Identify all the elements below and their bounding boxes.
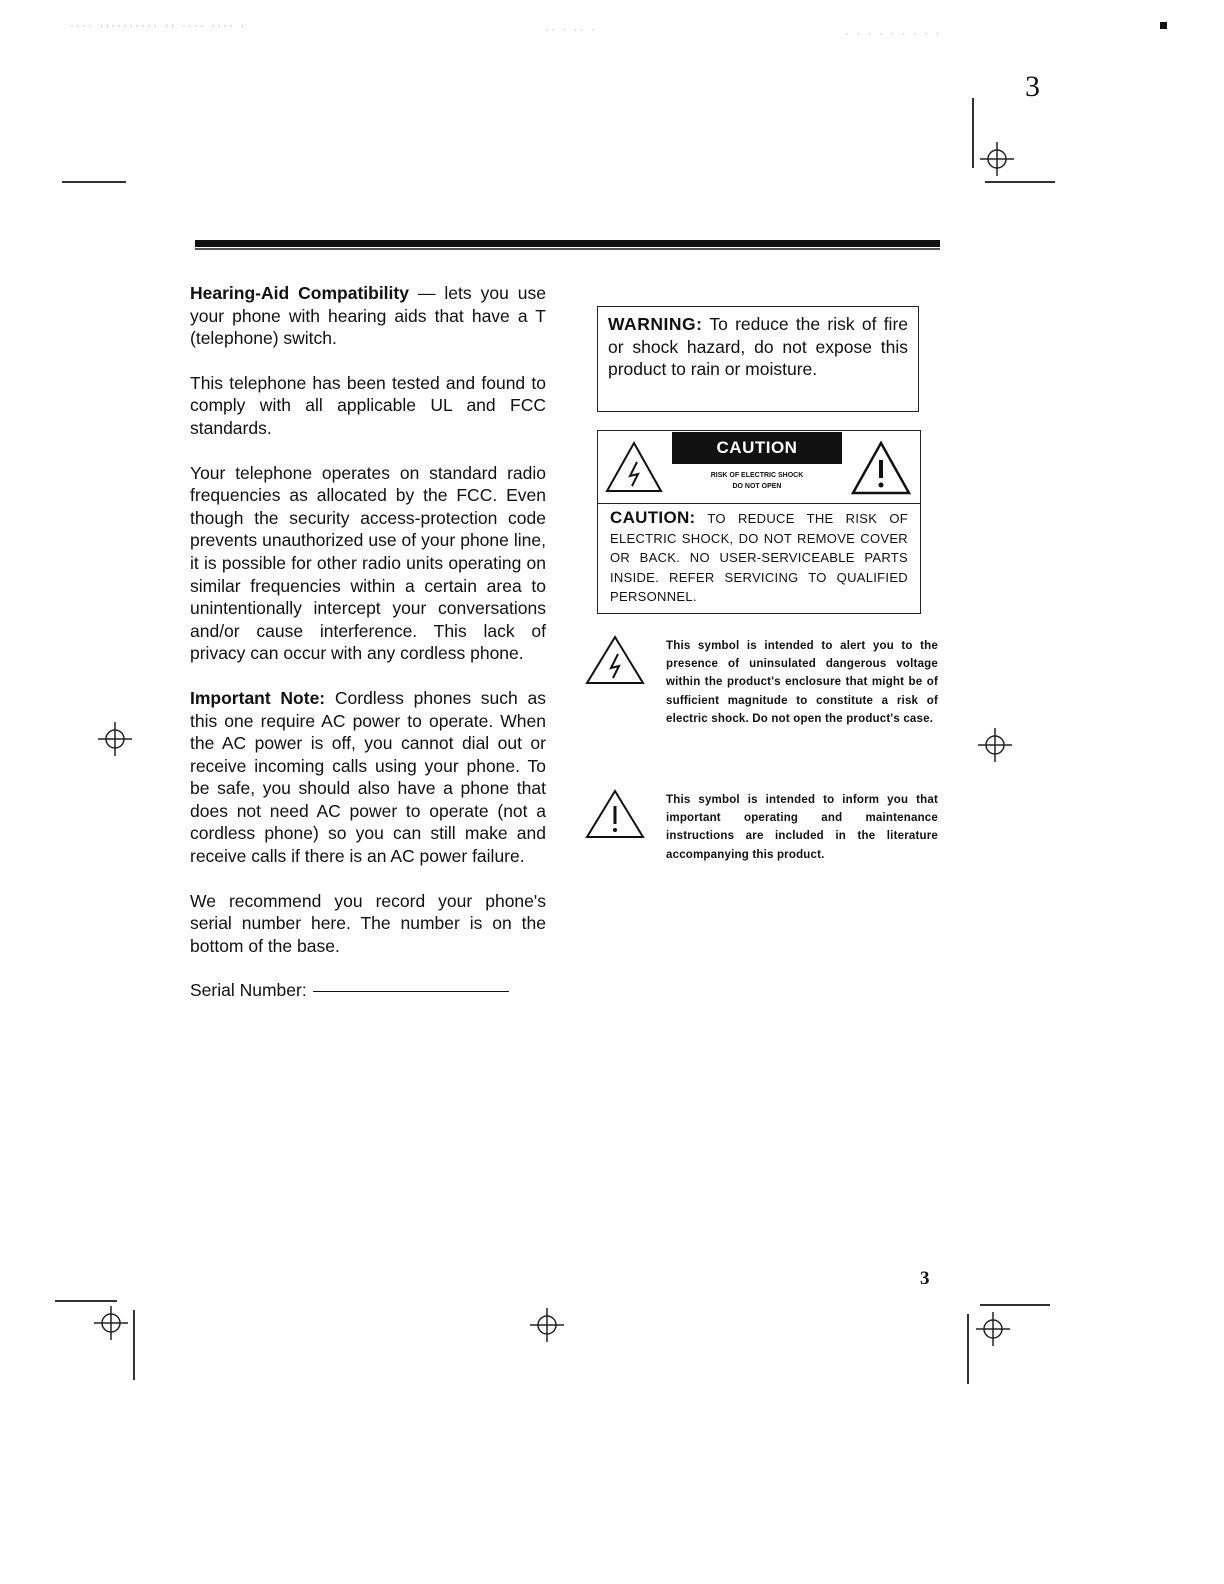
header-faint-left: ···· ·········· ·· ···· ···· ·: [70, 18, 247, 32]
crop-line: [985, 181, 1055, 183]
left-column: [190, 282, 546, 1024]
header-rule: [195, 240, 940, 247]
exclamation-triangle-icon: [584, 788, 646, 840]
crop-line: [62, 181, 126, 183]
hearing-aid-paragraph: [190, 282, 546, 350]
caution-text: TO REDUCE THE RISK OF ELECTRIC SHOCK, DO NOT REMOVE COVER OR BACK. NO USER-SERVICEABLE PARTS INSIDE. REFER SERVICING TO QUALIFIED PERSONNEL.: [610, 511, 908, 604]
crop-line: [967, 1314, 969, 1384]
warning-label: WARNING:: [608, 314, 703, 334]
header-faint-right: · · · · · · · · ·: [845, 26, 942, 40]
important-note-paragraph: [190, 687, 546, 868]
crop-line: [55, 1300, 117, 1302]
serial-number-row: [190, 979, 546, 1002]
registration-mark-icon: [530, 1308, 564, 1342]
header-rule-thin: [195, 248, 940, 250]
tested-paragraph: This telephone has been tested and found to comply with all applicable UL and FCC standards.: [190, 372, 546, 438]
important-note-text: Cordless phones such as this one require AC power to operate. When the AC power is off, you cannot dial out or receive incoming calls using your phone. To be safe, you should also have a phone that does not need AC power to operate (not a cordless phone) so you can still make and receive calls if there is an AC power failure.: [190, 687, 546, 867]
crop-line: [980, 1304, 1050, 1306]
crop-line: [133, 1310, 135, 1380]
exclamation-triangle-icon: [850, 440, 912, 496]
corner-dot: [1160, 22, 1167, 29]
recommend-paragraph: We recommend you record your phone's serial number here. The number is on the bottom of the base.: [190, 890, 546, 956]
lightning-triangle-icon: [604, 440, 664, 494]
lightning-triangle-icon: [584, 634, 646, 686]
warning-box: [597, 306, 919, 412]
corner-handwritten-mark: 3: [1025, 70, 1040, 103]
hearing-aid-text: — lets you use your phone with hearing aids that have a T (telephone) switch.: [190, 283, 546, 349]
frequencies-paragraph: Your telephone operates on standard radio frequencies as allocated by the FCC. Even though the security access-protection code prevents unauthorized use of your phone line, it is possible for other radio units operating on similar frequencies within a certain area to unintentionally intercept your conversations and/or cause interference. This lack of privacy can occur with any cordless phone.: [190, 462, 546, 664]
caution-small-line2: DO NOT OPEN: [732, 483, 782, 490]
serial-number-blank: [313, 991, 509, 992]
header-faint-center: ·· · ·· ·: [545, 22, 597, 36]
serial-number-label: Serial Number:: [190, 980, 307, 1001]
caution-text-box: [597, 504, 921, 614]
page-number: 3: [920, 1268, 930, 1289]
hearing-aid-heading: Hearing-Aid Compatibility: [190, 283, 409, 303]
important-note-heading: Important Note:: [190, 687, 326, 708]
warning-text: To reduce the risk of fire or shock hazard, do not expose this product to rain or moisture.: [608, 314, 908, 380]
registration-mark-icon: [978, 728, 1012, 762]
registration-mark-icon: [976, 1312, 1010, 1346]
registration-mark-icon: [980, 142, 1014, 176]
registration-mark-icon: [98, 722, 132, 756]
caution-label: CAUTION:: [610, 508, 696, 527]
crop-line: [972, 98, 974, 168]
lightning-symbol-description: This symbol is intended to alert you to the presence of uninsulated dangerous voltage within the product's enclosure that might be of sufficient magnitude to constitute a risk of electric shock. Do not open the product's case.: [666, 640, 938, 725]
caution-banner: CAUTION: [672, 432, 842, 464]
caution-small-text: [672, 470, 842, 492]
registration-mark-icon: [94, 1306, 128, 1340]
caution-small-line1: RISK OF ELECTRIC SHOCK: [710, 472, 804, 479]
exclamation-symbol-description: This symbol is intended to inform you that important operating and maintenance instructions are included in the literature accompanying this product.: [666, 794, 938, 861]
